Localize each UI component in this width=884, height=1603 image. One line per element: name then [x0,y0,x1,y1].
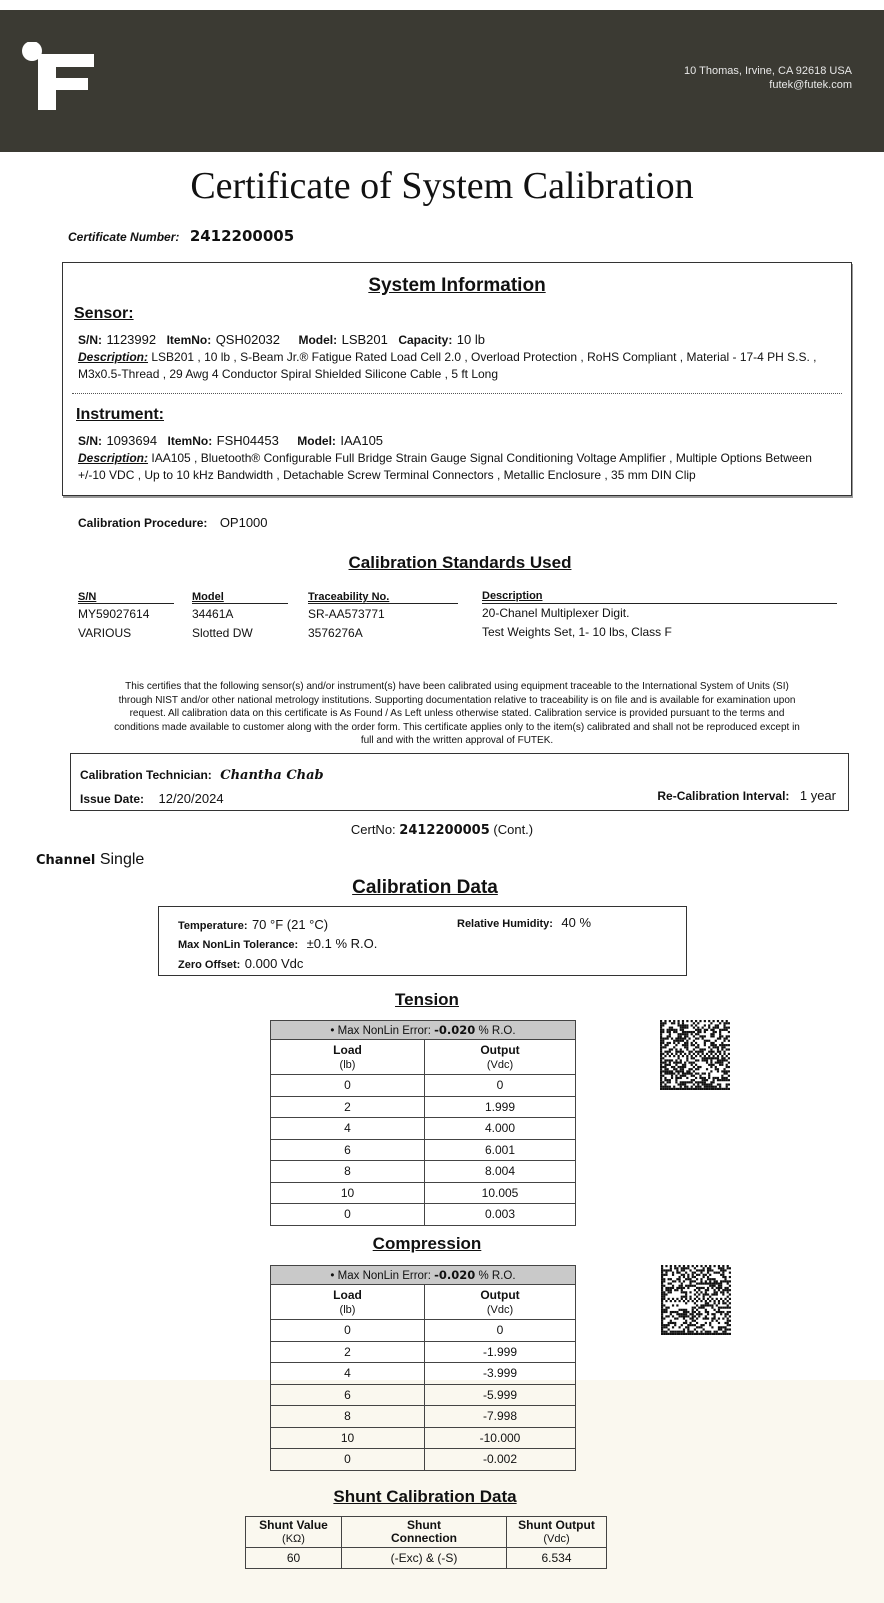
instrument-sn-label: S/N: [78,434,102,448]
tension-max-error-value: -0.020 [434,1023,476,1037]
instrument-description-line1: IAA105 , Bluetooth® Configurable Full Bridge Strain Gauge Signal Conditioning Voltage Amplifier , Multiple Options Between [151,451,812,465]
column-title: Shunt Output [518,1517,595,1532]
channel-value: Single [99,851,145,868]
column-unit: (lb) [339,1058,356,1071]
certificate-number: 2412200005 [189,227,295,245]
compression-max-error-prefix: • Max NonLin Error: [330,1270,431,1282]
sensor-itemno-label: ItemNo: [166,333,212,347]
company-address [684,64,852,92]
temperature-row [178,916,328,934]
output-cell: 6.001 [425,1139,576,1161]
compression-heading: Compression [372,1234,482,1253]
nonlin-tolerance-value: ±0.1 % R.O. [306,936,378,951]
temperature-label: Temperature: [178,920,248,932]
underline [308,603,458,604]
continuation-suffix: (Cont.) [493,822,534,837]
instrument-description-line2: +/-10 VDC , Up to 10 kHz Bandwidth , Detachable Screw Terminal Connectors , Metallic Enclosure , 35 mm DIN Clip [78,468,696,482]
compression-table [270,1265,576,1471]
standards-row-1-description: 20-Chanel Multiplexer Digit. [482,606,630,620]
datamatrix-code-icon [660,1020,730,1090]
continuation-number: 2412200005 [399,823,490,838]
recal-interval: 1 year [799,788,836,803]
underline [192,603,288,604]
column-unit: (Vdc) [486,1303,514,1316]
output-cell: 0 [425,1075,576,1097]
zero-offset-row [178,955,303,973]
column-unit: (Vdc) [486,1058,514,1071]
load-cell: 2 [271,1096,425,1118]
table-row [271,1075,576,1097]
table-row [271,1139,576,1161]
load-cell: 4 [271,1363,425,1385]
instrument-sn: 1093694 [106,433,158,448]
instrument-itemno-label: ItemNo: [167,434,213,448]
continuation-label: CertNo: [350,822,396,837]
tension-heading: Tension [395,990,459,1009]
column-unit: (lb) [339,1303,356,1316]
technician-row [80,766,324,784]
column-title: Load [333,1287,362,1302]
shunt-output-cell: 6.534 [507,1548,607,1569]
tension-col-load [271,1040,425,1075]
standards-row-2-traceability: 3576276A [308,626,363,640]
sensor-heading: Sensor: [74,305,134,322]
load-cell: 10 [271,1427,425,1449]
sensor-description-label: Description: [78,350,149,364]
humidity-label: Relative Humidity: [457,918,553,930]
instrument-model-label: Model: [297,434,336,448]
table-row [271,1161,576,1183]
humidity-row [457,914,591,932]
standards-row-2-sn: VARIOUS [78,626,132,640]
shunt-heading: Shunt Calibration Data [333,1487,517,1506]
table-row [271,1320,576,1342]
output-cell: 10.005 [425,1182,576,1204]
futek-logo-icon [22,42,97,112]
compression-max-error [271,1266,576,1285]
sensor-sn-label: S/N: [78,333,102,347]
calibration-procedure [78,514,268,532]
procedure-value: OP1000 [219,515,268,530]
table-row [271,1384,576,1406]
underline [78,603,174,604]
output-cell: -7.998 [425,1406,576,1428]
sensor-description [78,349,838,383]
sensor-model: LSB201 [341,332,388,347]
nonlin-tolerance-label: Max NonLin Tolerance: [178,939,299,951]
standards-col-description: Description [482,590,543,602]
output-cell: 8.004 [425,1161,576,1183]
tension-table [270,1020,576,1226]
zero-offset-value: 0.000 Vdc [244,956,304,971]
channel-label: Channel [36,853,96,868]
company-email: futek@futek.com [769,79,852,91]
certification-line: conditions made available to customer along with the order form. This certificate applies only to the item(s) calibrated and shall not be reproduced except in [114,721,800,733]
shunt-col-connection [342,1517,507,1548]
continuation-line [0,822,884,838]
compression-max-error-suffix: % R.O. [478,1270,516,1282]
table-row [271,1204,576,1226]
instrument-details-row [78,432,383,450]
table-row [271,1406,576,1428]
load-cell: 8 [271,1406,425,1428]
output-cell: -1.999 [425,1341,576,1363]
technician-label: Calibration Technician: [80,768,212,782]
nonlin-tolerance-row [178,935,377,953]
address-line: 10 Thomas, Irvine, CA 92618 USA [684,65,852,77]
tension-max-error-suffix: % R.O. [478,1025,516,1037]
datamatrix-code-icon [661,1265,731,1335]
table-row [271,1341,576,1363]
standards-heading: Calibration Standards Used [348,553,572,572]
load-cell: 6 [271,1384,425,1406]
load-cell: 0 [271,1204,425,1226]
sensor-details-row [78,331,485,349]
compression-col-output [425,1285,576,1320]
sensor-itemno: QSH02032 [215,332,281,347]
issue-date: 12/20/2024 [158,791,224,806]
standards-row-2-model: Slotted DW [192,626,253,640]
channel-row [36,851,144,869]
instrument-description [78,450,848,484]
table-row [271,1449,576,1471]
humidity-value: 40 % [561,915,592,930]
output-cell: 0 [425,1320,576,1342]
tension-max-error-prefix: • Max NonLin Error: [330,1025,431,1037]
technician-signature: Chantha Chab [220,768,324,783]
standards-row-1-sn: MY59027614 [78,607,150,621]
certificate-number-label: Certificate Number: [68,230,180,244]
standards-col-traceability: Traceability No. [308,591,390,603]
output-cell: 1.999 [425,1096,576,1118]
column-unit: (KΩ) [282,1532,305,1545]
sensor-description-line2: M3x0.5-Thread , 29 Awg 4 Conductor Spiral Shielded Silicone Cable , 5 ft Long [78,367,499,381]
load-cell: 6 [271,1139,425,1161]
system-information-heading: System Information [368,275,546,296]
certification-line: This certifies that the following sensor(s) and/or instrument(s) have been calibrated using equipment traceable to the International System of Units (SI) [125,681,789,692]
divider [72,393,842,394]
recal-interval-label: Re-Calibration Interval: [657,789,790,803]
table-row [271,1182,576,1204]
compression-max-error-value: -0.020 [434,1268,476,1282]
output-cell: 0.003 [425,1204,576,1226]
shunt-col-output [507,1517,607,1548]
standards-row-1-traceability: SR-AA573771 [308,607,385,621]
certification-line: full and with the written approval of FUTEK. [360,735,554,746]
certification-line: through NIST and/or other national metrology institutions. Supporting documentation relative to traceability is on file and is available for examination upon [118,694,796,706]
certificate-title: Certificate of System Calibration [190,165,694,207]
sensor-sn: 1123992 [106,332,157,347]
zero-offset-label: Zero Offset: [178,959,241,971]
compression-col-load [271,1285,425,1320]
column-title: Connection [391,1531,457,1545]
table-row [271,1096,576,1118]
tension-col-output [425,1040,576,1075]
sensor-description-line1: LSB201 , 10 lb , S-Beam Jr.® Fatigue Rated Load Cell 2.0 , Overload Protection , RoHS Compliant , Material - 17-4 PH S.S. , [151,350,817,364]
temperature-value: 70 °F (21 °C) [251,917,329,932]
column-title: Shunt Value [259,1517,328,1532]
load-cell: 10 [271,1182,425,1204]
output-cell: -0.002 [425,1449,576,1471]
shunt-value-cell: 60 [246,1548,342,1569]
load-cell: 8 [271,1161,425,1183]
column-unit: (Vdc) [543,1532,570,1545]
column-title: Output [480,1287,520,1302]
column-title: Shunt [407,1518,441,1532]
table-row [246,1548,607,1569]
procedure-label: Calibration Procedure: [78,516,208,530]
load-cell: 4 [271,1118,425,1140]
issue-date-label: Issue Date: [80,792,145,806]
column-title: Load [333,1042,362,1057]
shunt-table [245,1516,607,1569]
output-cell: 4.000 [425,1118,576,1140]
certification-statement [92,680,822,748]
sensor-capacity-label: Capacity: [398,333,453,347]
output-cell: -3.999 [425,1363,576,1385]
underline [482,603,837,604]
issue-date-row [80,790,224,808]
instrument-itemno: FSH04453 [216,433,279,448]
instrument-heading: Instrument: [76,406,164,423]
table-row [271,1427,576,1449]
instrument-model: IAA105 [340,433,384,448]
load-cell: 0 [271,1075,425,1097]
table-row [271,1363,576,1385]
load-cell: 0 [271,1449,425,1471]
load-cell: 2 [271,1341,425,1363]
table-row [271,1118,576,1140]
certification-line: request. All calibration data on this certificate is As Found / As Left unless otherwise stated. Calibration service is provided pursuant to the terms and [129,708,785,719]
standards-row-1-model: 34461A [192,607,234,621]
sensor-capacity: 10 lb [456,332,485,347]
standards-row-2-description: Test Weights Set, 1- 10 lbs, Class F [482,625,672,639]
column-title: Output [480,1042,520,1057]
shunt-col-value [246,1517,342,1548]
recal-interval-row [657,787,836,805]
tension-max-error [271,1021,576,1040]
certificate-number-row [68,227,294,246]
shunt-connection-cell: (-Exc) & (-S) [342,1548,507,1569]
instrument-description-label: Description: [78,451,149,465]
standards-col-model: Model [192,591,224,603]
output-cell: -5.999 [425,1384,576,1406]
output-cell: -10.000 [425,1427,576,1449]
sensor-model-label: Model: [298,333,338,347]
calibration-data-heading: Calibration Data [352,877,498,898]
standards-col-sn: S/N [78,591,97,603]
load-cell: 0 [271,1320,425,1342]
